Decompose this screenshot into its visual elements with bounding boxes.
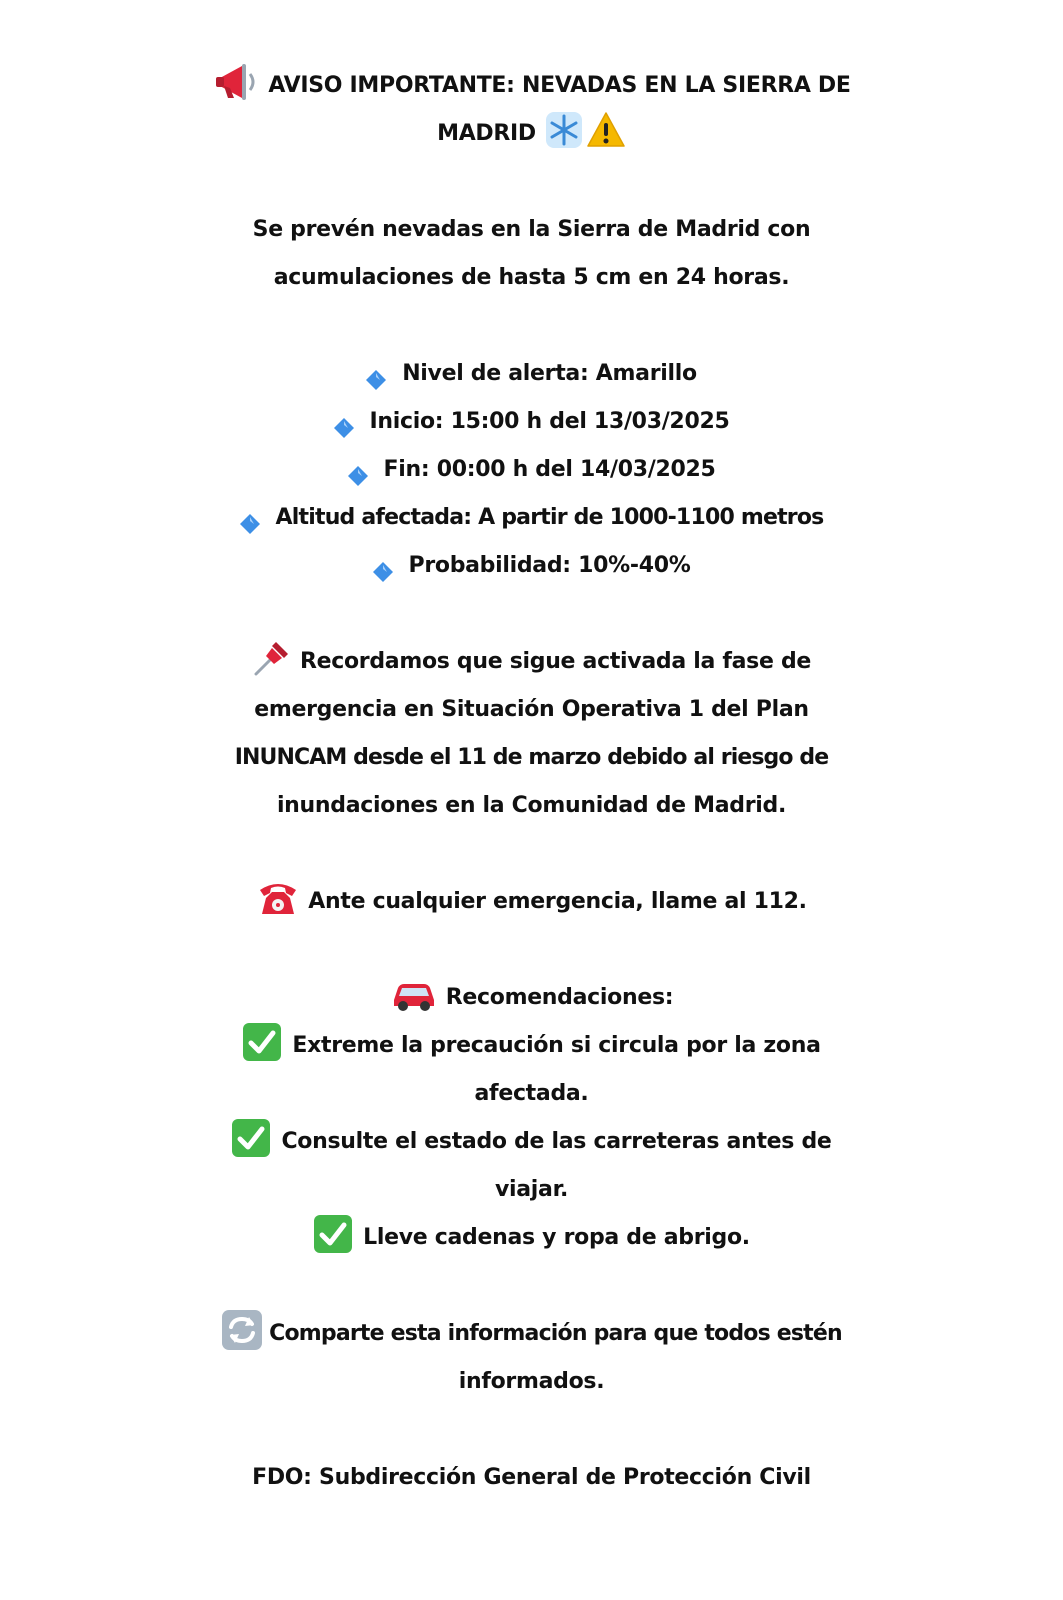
pushpin-icon [252,638,292,678]
detail-alert-level [0,350,1063,398]
reminder-line-4: inundaciones en la Comunidad de Madrid. [276,793,787,818]
reminder-line-2: emergencia en Situación Operativa 1 del Plan [254,697,809,722]
detail-end [0,446,1063,494]
blue-diamond-icon [373,552,393,572]
recommendations-heading-text: Recomendaciones: [445,985,674,1010]
check-icon [313,1214,353,1254]
intro-line-2: acumulaciones de hasta 5 cm en 24 horas. [273,265,790,290]
detail-altitude [0,494,1063,542]
telephone-icon [256,876,300,920]
intro-line-1: Se prevén nevadas en la Sierra de Madrid con [252,217,811,242]
detail-probability [0,542,1063,590]
check-icon [242,1022,282,1062]
title-line-1 [0,62,1063,110]
recommendations-heading [0,974,1063,1022]
repeat-icon [221,1309,263,1351]
detail-text: Altitud afectada: A partir de 1000-1100 metros [275,505,824,530]
recommendation-text: Lleve cadenas y ropa de abrigo. [363,1225,750,1250]
blue-diamond-icon [240,504,260,524]
detail-text: Nivel de alerta: Amarillo [402,361,697,386]
recommendation-2-line-2: viajar. [494,1177,569,1202]
detail-text: Probabilidad: 10%-40% [408,553,691,578]
reminder-line-1 [0,638,1063,686]
recommendation-1-line-2: afectada. [474,1081,589,1106]
blue-diamond-icon [366,360,386,380]
warning-icon [586,110,626,150]
share-line-1 [0,1310,1063,1358]
title-text-1: AVISO IMPORTANTE: NEVADAS EN LA SIERRA DE [268,73,851,98]
car-icon [390,974,438,1014]
emergency-line [0,878,1063,926]
detail-start [0,398,1063,446]
share-text-1: Comparte esta información para que todos estén [269,1321,842,1346]
emergency-text: Ante cualquier emergencia, llame al 112. [308,889,807,914]
blue-diamond-icon [334,408,354,428]
recommendation-text: Consulte el estado de las carreteras antes de [281,1129,832,1154]
recommendation-2-line-1 [0,1118,1063,1166]
blue-diamond-icon [348,456,368,476]
share-line-2: informados. [458,1369,605,1394]
recommendation-3-line-1 [0,1214,1063,1262]
recommendation-text: Extreme la precaución si circula por la zona [292,1033,821,1058]
detail-text: Fin: 00:00 h del 14/03/2025 [383,457,716,482]
reminder-text-1: Recordamos que sigue activada la fase de [299,649,812,674]
snowflake-icon [544,110,584,150]
check-icon [231,1118,271,1158]
detail-text: Inicio: 15:00 h del 13/03/2025 [369,409,730,434]
title-text-2: MADRID [437,121,536,146]
reminder-line-3: INUNCAM desde el 11 de marzo debido al riesgo de [234,745,829,770]
recommendation-1-line-1 [0,1022,1063,1070]
signature: FDO: Subdirección General de Protección Civil [252,1465,811,1490]
megaphone-icon [212,58,260,106]
title-line-2 [0,110,1063,158]
